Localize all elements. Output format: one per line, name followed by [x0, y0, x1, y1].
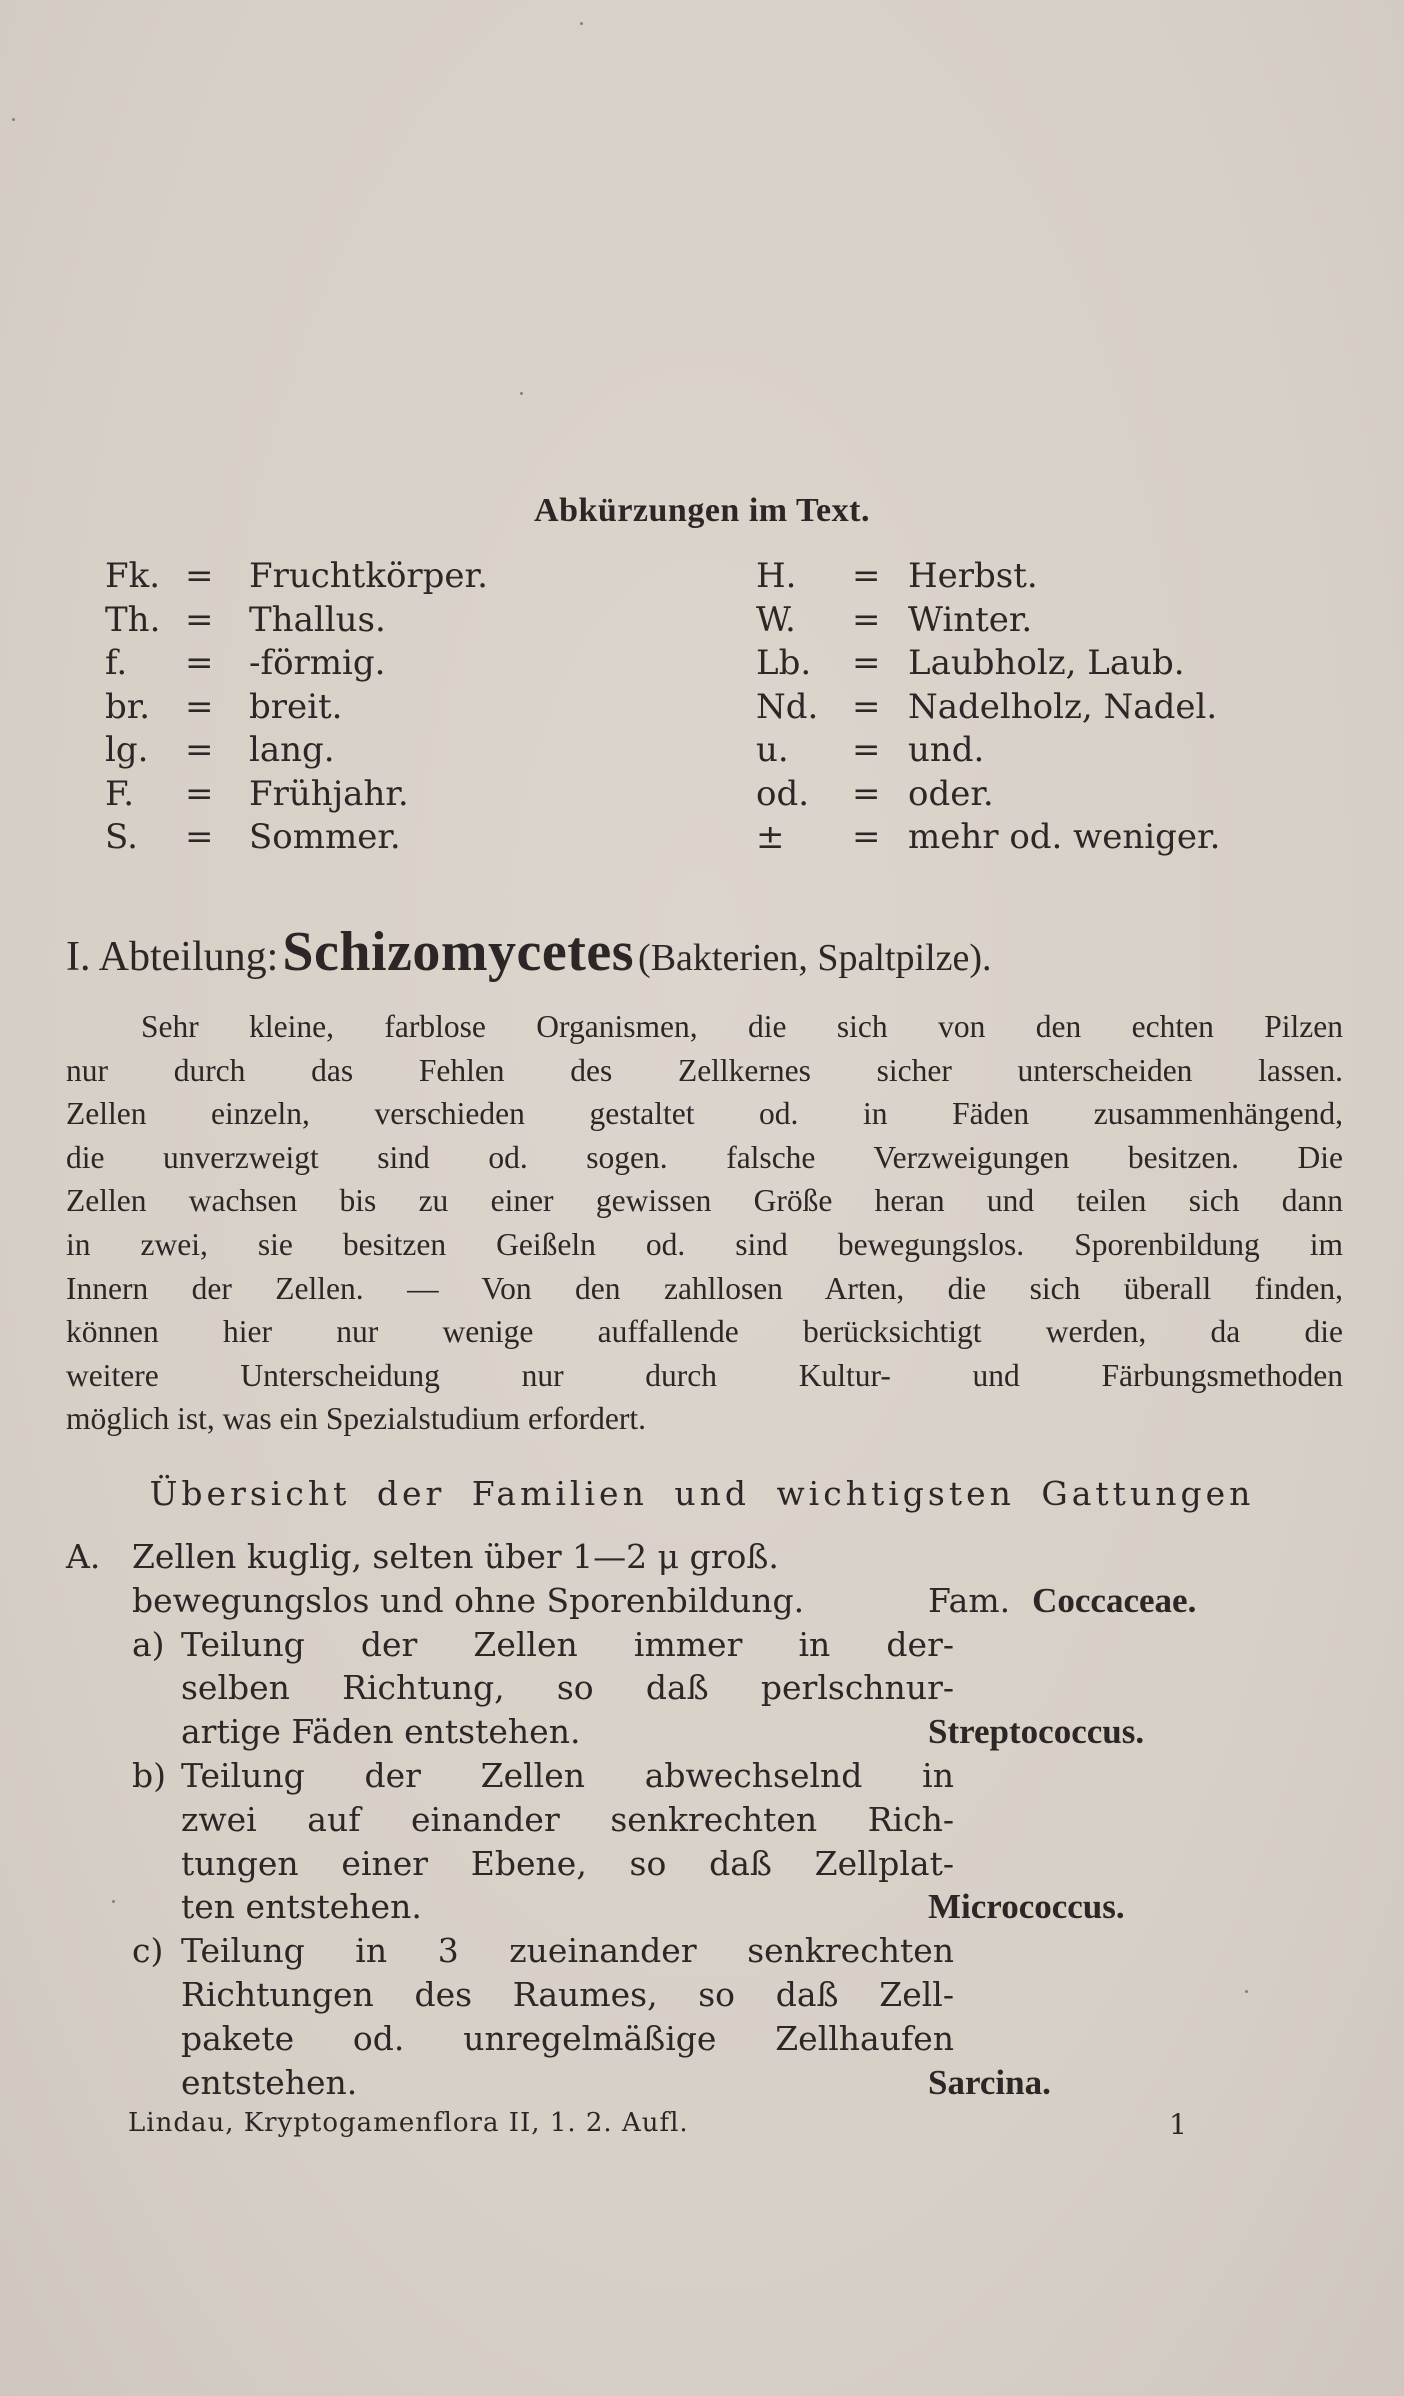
paper-speck: [580, 22, 583, 25]
abbreviation-row: [756, 555, 1220, 599]
key-text: zwei auf einander senkrechten Rich-: [181, 1799, 954, 1839]
key-text: pakete od. unregelmäßige Zellhaufen: [181, 2018, 954, 2058]
abbreviation-meaning: lang.: [249, 730, 335, 770]
abbreviation-meaning: Nadelholz, Nadel.: [908, 686, 1218, 727]
paragraph-line: die unverzweigt sind od. sogen. falsche Verzweigungen besitzen. Die: [66, 1139, 1343, 1175]
key-label-A: A.: [66, 1537, 101, 1576]
abbreviation: F.: [105, 773, 135, 814]
equals-sign: =: [852, 773, 881, 814]
abbreviations-title: Abkürzungen im Text.: [534, 492, 870, 529]
abbreviation: Th.: [105, 599, 161, 640]
family-name: Coccaceae.: [1032, 1580, 1197, 1620]
abbreviation-row: [105, 599, 488, 643]
abbreviation-meaning: breit.: [249, 686, 343, 727]
equals-sign: =: [852, 686, 881, 727]
abbreviation: f.: [105, 643, 128, 683]
equals-sign: =: [185, 556, 214, 596]
abbreviation: ±: [756, 817, 785, 857]
equals-sign: =: [185, 730, 214, 770]
paper-speck: [520, 392, 523, 395]
key-line: [66, 1885, 1366, 1929]
abbreviation: H.: [756, 556, 797, 596]
equals-sign: =: [852, 817, 881, 857]
genus-result: Streptococcus.: [928, 1712, 1145, 1752]
key-line: [66, 2061, 1366, 2105]
paragraph-line: Sehr kleine, farblose Organismen, die sich von den echten Pilzen: [141, 1009, 1343, 1044]
abbreviation: br.: [105, 686, 151, 727]
abbreviations-right-column: [756, 555, 1220, 860]
abbreviation-meaning: Fruchtkörper.: [249, 556, 488, 596]
paper-speck: [1245, 1990, 1248, 1993]
key-text: Zellen kuglig, selten über 1—2 μ groß.: [132, 1537, 779, 1576]
key-text: artige Fäden entstehen.: [181, 1712, 581, 1752]
paragraph-line: weitere Unterscheidung nur durch Kultur- und Färbungsmethoden: [66, 1357, 1343, 1393]
paragraph-line: können hier nur wenige auffallende berücksichtigt werden, da die: [66, 1314, 1343, 1350]
page-footer: [128, 2108, 1188, 2141]
key-text: Teilung in 3 zueinander senkrechten: [181, 1931, 954, 1971]
footer-citation: Lindau, Kryptogamenflora II, 1. 2. Aufl.: [128, 2108, 689, 2138]
abbreviation-meaning: -förmig.: [249, 643, 386, 683]
abbreviation-row: [105, 642, 488, 686]
key-line: [66, 1579, 1366, 1623]
key-line: [66, 1535, 1366, 1579]
key-label-c: c): [132, 1931, 164, 1971]
abbreviation-meaning: Laubholz, Laub.: [908, 643, 1185, 683]
key-line: [66, 1666, 1366, 1710]
abbreviation-meaning: oder.: [908, 773, 994, 814]
abbreviation: W.: [756, 599, 796, 640]
abbreviation-row: [756, 599, 1220, 643]
abbreviation-meaning: Winter.: [908, 599, 1033, 640]
family-result: [928, 1579, 1196, 1623]
paper-speck: [12, 118, 15, 121]
abbreviation-row: [756, 642, 1220, 686]
section-prefix: I. Abteilung:: [66, 934, 279, 980]
abbreviation: u.: [756, 730, 789, 770]
paragraph-line: möglich ist, was ein Spezialstudium erfordert.: [66, 1401, 646, 1437]
abbreviation-row: [756, 773, 1220, 817]
key-line: [66, 2017, 1366, 2061]
paragraph-line: Zellen einzeln, verschieden gestaltet od. in Fäden zusammenhängend,: [66, 1096, 1343, 1132]
key-text: ten entstehen.: [181, 1887, 422, 1927]
key-text: Richtungen des Raumes, so daß Zell-: [181, 1974, 954, 2014]
abbreviation: S.: [105, 817, 138, 857]
abbreviation: od.: [756, 773, 810, 814]
page-number: 1: [1169, 2108, 1188, 2141]
abbreviation-meaning: Sommer.: [249, 817, 401, 857]
overview-title: Übersicht der Familien und wichtigsten Gattungen: [149, 1474, 1255, 1513]
key-line: [66, 1754, 1366, 1798]
equals-sign: =: [185, 599, 214, 640]
identification-key: [66, 1535, 1366, 2104]
paragraph-line: nur durch das Fehlen des Zellkernes sicher unterscheiden lassen.: [66, 1052, 1343, 1088]
abbreviation-meaning: Thallus.: [249, 599, 386, 640]
key-line: [66, 1929, 1366, 1973]
abbreviation-row: [756, 816, 1220, 860]
abbreviation: Fk.: [105, 556, 161, 596]
equals-sign: =: [852, 599, 881, 640]
key-text: tungen einer Ebene, so daß Zellplat-: [181, 1843, 954, 1883]
family-prefix: Fam.: [928, 1580, 1011, 1620]
key-line: [66, 1798, 1366, 1842]
abbreviation-meaning: Frühjahr.: [249, 773, 409, 814]
abbreviation-row: [105, 773, 488, 817]
abbreviation: Lb.: [756, 643, 812, 683]
equals-sign: =: [185, 643, 214, 683]
abbreviation-row: [756, 729, 1220, 773]
section-suffix: (Bakterien, Spaltpilze).: [638, 937, 992, 979]
description-paragraph: [66, 1005, 1343, 1441]
equals-sign: =: [185, 686, 214, 727]
abbreviation: Nd.: [756, 686, 819, 727]
paragraph-line: Innern der Zellen. — Von den zahllosen Arten, die sich überall finden,: [66, 1270, 1343, 1306]
abbreviation-row: [105, 686, 488, 730]
abbreviations-left-column: [105, 555, 488, 860]
key-text: bewegungslos und ohne Sporenbildung.: [132, 1580, 805, 1620]
genus-result: Micrococcus.: [928, 1887, 1125, 1927]
abbreviation-meaning: Herbst.: [908, 556, 1038, 596]
abbreviation-row: [105, 729, 488, 773]
section-heading: [66, 920, 992, 984]
key-line: [66, 1710, 1366, 1754]
paper-speck: [112, 1900, 115, 1903]
abbreviation-meaning: und.: [908, 730, 985, 770]
abbreviation: lg.: [105, 730, 149, 770]
paragraph-line: in zwei, sie besitzen Geißeln od. sind bewegungslos. Sporenbildung im: [66, 1226, 1343, 1262]
equals-sign: =: [185, 773, 214, 814]
key-line: [66, 1623, 1366, 1667]
key-line: [66, 1842, 1366, 1886]
key-label-a: a): [132, 1624, 165, 1664]
abbreviation-row: [756, 686, 1220, 730]
abbreviation-meaning: mehr od. weniger.: [908, 817, 1221, 857]
abbreviation-row: [105, 816, 488, 860]
key-text: Teilung der Zellen immer in der-: [181, 1624, 954, 1664]
equals-sign: =: [852, 730, 881, 770]
paragraph-line: Zellen wachsen bis zu einer gewissen Größe heran und teilen sich dann: [66, 1183, 1343, 1219]
abbreviation-row: [105, 555, 488, 599]
key-label-b: b): [132, 1755, 166, 1795]
equals-sign: =: [852, 556, 881, 596]
key-text: Teilung der Zellen abwechselnd in: [181, 1755, 954, 1795]
genus-result: Sarcina.: [928, 2062, 1051, 2102]
key-line: [66, 1973, 1366, 2017]
equals-sign: =: [185, 817, 214, 857]
key-text: entstehen.: [181, 2062, 358, 2102]
equals-sign: =: [852, 643, 881, 683]
key-text: selben Richtung, so daß perlschnur-: [181, 1668, 954, 1708]
section-name: Schizomycetes: [282, 921, 635, 983]
